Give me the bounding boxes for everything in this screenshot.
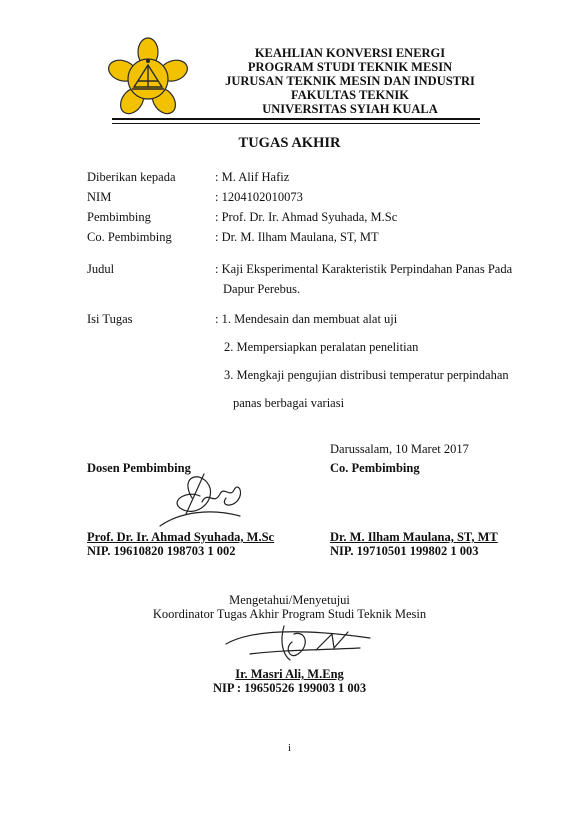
field-value-title-line-1: : Kaji Eksperimental Karakteristik Perpindahan Panas Pada [215,262,513,276]
coordinator-nip: NIP : 19650526 199003 1 003 [212,681,367,695]
header-line-2: PROGRAM STUDI TEKNIK MESIN [247,60,453,74]
co-supervisor-nip: NIP. 19710501 199802 1 003 [330,544,479,558]
header-rule-thin [112,123,480,124]
university-logo-icon [108,37,188,117]
coordinator-signature-icon [220,620,380,664]
supervisor-role: Dosen Pembimbing [87,461,191,475]
approval-line-1: Mengetahui/Menyetujui [229,593,350,607]
field-value-title-line-2: Dapur Perebus. [223,282,301,296]
field-value-recipient: : M. Alif Hafiz [215,170,290,184]
task-item-2: 2. Mempersiapkan peralatan penelitian [224,340,419,354]
supervisor-nip: NIP. 19610820 198703 1 002 [87,544,236,558]
field-value-co-supervisor: : Dr. M. Ilham Maulana, ST, MT [215,230,379,244]
supervisor-signature-icon [140,468,265,534]
header-rule-thick [112,118,480,120]
place-date: Darussalam, 10 Maret 2017 [330,442,469,456]
coordinator-name: Ir. Masri Ali, M.Eng [235,667,344,681]
field-label-nim: NIM [87,190,112,204]
field-label-recipient: Diberikan kepada [87,170,176,184]
page-title: TUGAS AKHIR [238,135,341,151]
field-label-co-supervisor: Co. Pembimbing [87,230,172,244]
field-value-supervisor: : Prof. Dr. Ir. Ahmad Syuhada, M.Sc [215,210,398,224]
co-supervisor-name: Dr. M. Ilham Maulana, ST, MT [330,530,498,544]
approval-line-2: Koordinator Tugas Akhir Program Studi Teknik Mesin [152,607,427,621]
field-label-title: Judul [87,262,115,276]
task-item-1: : 1. Mendesain dan membuat alat uji [215,312,398,326]
task-item-3-continued: panas berbagai variasi [233,396,345,410]
field-value-nim: : 1204102010073 [215,190,303,204]
field-label-supervisor: Pembimbing [87,210,151,224]
header-line-5: UNIVERSITAS SYIAH KUALA [262,102,438,116]
header-line-3: JURUSAN TEKNIK MESIN DAN INDUSTRI [225,74,475,88]
header-line-4: FAKULTAS TEKNIK [291,88,409,102]
co-supervisor-role: Co. Pembimbing [330,461,420,475]
header-line-1: KEAHLIAN KONVERSI ENERGI [254,46,446,60]
supervisor-name: Prof. Dr. Ir. Ahmad Syuhada, M.Sc [87,530,275,544]
field-label-tasks: Isi Tugas [87,312,133,326]
task-item-3: 3. Mengkaji pengujian distribusi temperatur perpindahan [224,368,509,382]
page-number: i [287,742,292,754]
